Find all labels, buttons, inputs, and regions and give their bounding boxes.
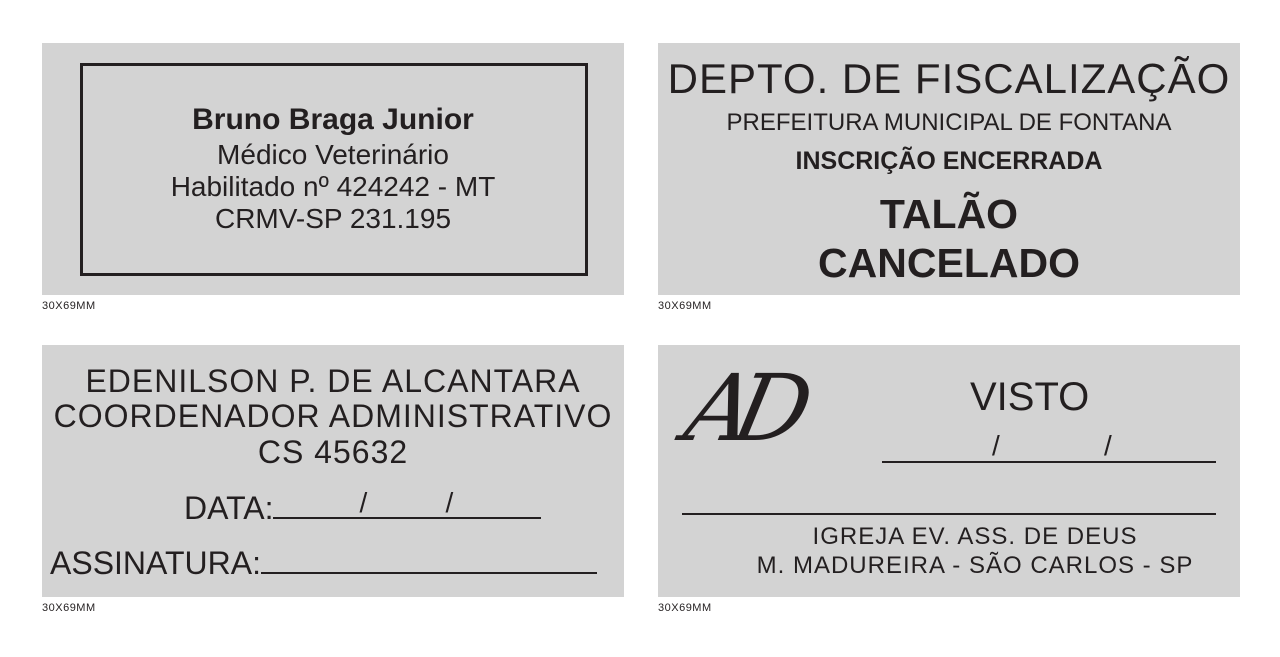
size-label: 30X69MM: [658, 602, 712, 614]
stamp-code: CS 45632: [257, 434, 409, 470]
size-label: 30X69MM: [42, 300, 96, 312]
church-name: IGREJA EV. ASS. DE DEUS: [812, 523, 1138, 550]
stamp-coordenador: [42, 345, 624, 597]
visto-label: VISTO: [970, 375, 1090, 419]
signature-label: ASSINATURA:: [50, 545, 261, 581]
monogram-ad: AD: [676, 355, 804, 462]
stamp-license: Habilitado nº 424242 - MT: [170, 171, 496, 202]
stamp-name: Bruno Braga Junior: [192, 103, 474, 136]
stamp-igreja: [658, 345, 1240, 597]
stamp-person-name: EDENILSON P. DE ALCANTARA: [85, 363, 581, 399]
stamp-department: DEPTO. DE FISCALIZAÇÃO: [667, 55, 1231, 102]
size-label: 30X69MM: [658, 300, 712, 312]
stamp-registry: CRMV-SP 231.195: [214, 203, 452, 234]
stamp-role: COORDENADOR ADMINISTRATIVO: [53, 398, 613, 434]
date-blank: / /: [273, 487, 541, 519]
stamp-fiscalizacao: [658, 43, 1240, 295]
date-field: [184, 487, 541, 527]
stamp-cancelado: CANCELADO: [818, 240, 1080, 286]
stamp-talao: TALÃO: [879, 191, 1019, 237]
date-label: DATA:: [184, 490, 274, 526]
visto-date-blank: / /: [882, 433, 1216, 463]
size-label: 30X69MM: [42, 602, 96, 614]
signature-field: [50, 542, 597, 582]
stamp-municipality: PREFEITURA MUNICIPAL DE FONTANA: [726, 109, 1172, 136]
signature-blank: [261, 542, 597, 574]
church-location: M. MADUREIRA - SÃO CARLOS - SP: [756, 552, 1194, 579]
stamp-veterinario: [42, 43, 624, 295]
stamp-profession: Médico Veterinário: [217, 139, 449, 170]
signature-line: [682, 513, 1216, 515]
stamp-status: INSCRIÇÃO ENCERRADA: [795, 147, 1103, 175]
